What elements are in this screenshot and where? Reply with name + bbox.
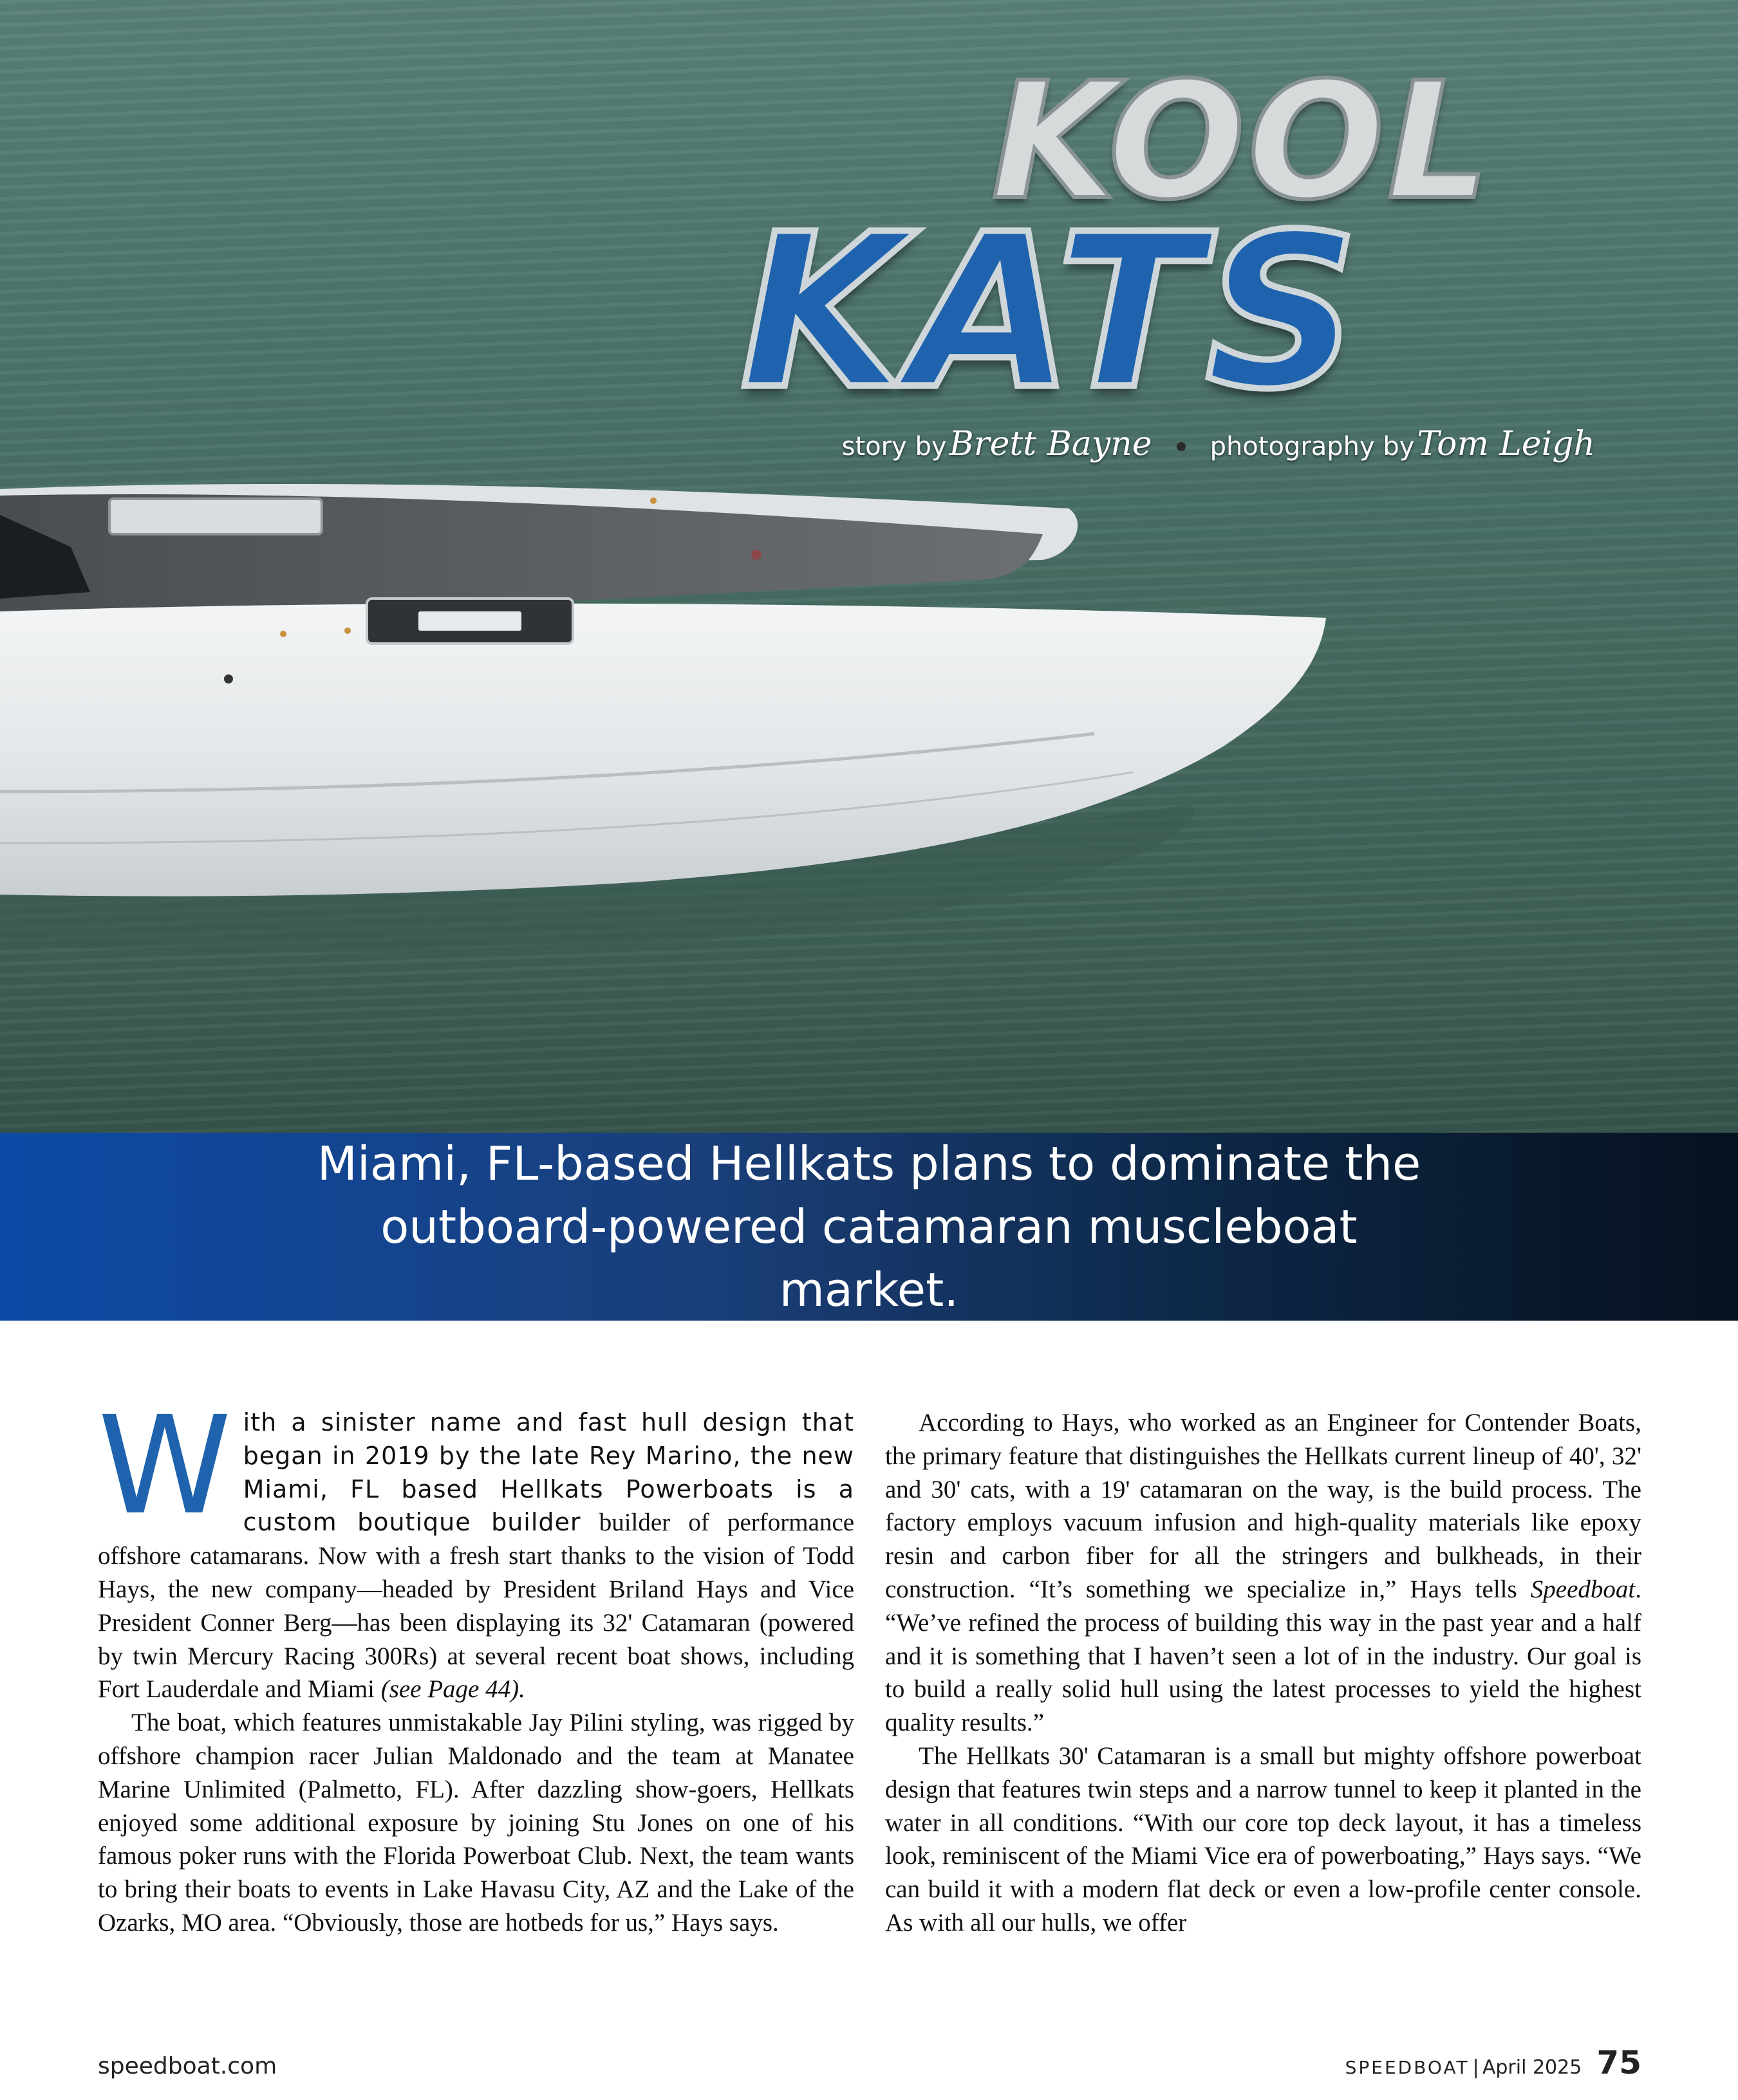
footer-website: speedboat.com xyxy=(98,2053,277,2079)
footer-separator: | xyxy=(1472,2056,1479,2079)
footer-publication: SPEEDBOAT xyxy=(1345,2057,1470,2078)
paragraph-2: The boat, which features unmistakable Jay Pilini styling, was rigged by offshore champion racer Julian Maldonado and the team at Manatee Marine Unlimited (Palmetto, FL). After dazzling show-goers, Hellkats enjoyed some additional exposure by joining Stu Jones on one of his famous poker runs with the Florida Powerboat Club. Next, the team wants to bring their boats to events in Lake Havasu City, AZ and the Lake of the Ozarks, MO area. “Obviously, those are hotbeds for us,” Hays says. xyxy=(98,1709,854,1937)
publication-name: Speedboat xyxy=(1530,1575,1636,1603)
paragraph-3 xyxy=(885,1406,1641,1740)
drop-cap: W xyxy=(98,1387,232,1545)
story-author: Brett Bayne xyxy=(949,425,1152,463)
paragraph-3-text-b: . “We’ve refined the process of building this way in the past year and a half and it is something that I haven’t seen a lot of in the industry. Our goal is to build a really solid hull using the latest processes to yield the highest quality results.” xyxy=(885,1575,1641,1737)
story-label: story by xyxy=(841,432,947,461)
photographer: Tom Leigh xyxy=(1417,425,1595,463)
photo-label: photography by xyxy=(1210,432,1415,461)
article-column-left xyxy=(98,1387,854,1940)
page-number: 75 xyxy=(1596,2044,1641,2081)
paragraph-4: The Hellkats 30' Catamaran is a small but mighty offshore powerboat design that features twin steps and a narrow tunnel to keep it planted in the water in all conditions. “With our core top deck layout, it has a timeless look, reminiscent of the Miami Vice era of powerboating,” Hays says. “We can build it with a modern flat deck or even a low-profile center console. As with all our hulls, we offer xyxy=(885,1742,1641,1937)
paragraph-1 xyxy=(98,1387,854,1706)
footer-folio xyxy=(1345,2044,1641,2081)
headline-kats: KATS xyxy=(740,189,1363,436)
deck-banner xyxy=(0,1133,1738,1321)
article-column-right xyxy=(885,1406,1641,1940)
page-reference: (see Page 44). xyxy=(380,1675,525,1704)
byline xyxy=(842,425,1595,463)
paragraph-3-text-a: According to Hays, who worked as an Engineer for Contender Boats, the primary feature that distinguishes the Hellkats current lineup of 40', 32' and 30' cats, with a 19' catamaran on the way, is the build process. The factory employs vacuum infusion and high-quality materials like epoxy resin and carbon fiber for all the stringers and bulkheads, in their construction. “It’s something we specialize in,” Hays tells xyxy=(885,1409,1641,1603)
lead-in: ith a sinister name and fast hull design that began in 2019 by the late Rey Marino, the new Miami, FL based Hellkats Powerboats is a custom boutique builder xyxy=(243,1408,854,1537)
bullet-separator xyxy=(1177,442,1186,451)
paragraph-1-text: builder of performance offshore catamarans. Now with a fresh start thanks to the vision of Todd Hays, the new company—headed by President Briland Hays and Vice President Conner Berg—has been displaying its 32' Catamaran (powered by twin Mercury Racing 300Rs) at several recent boat shows, including Fort Lauderdale and Miami xyxy=(98,1509,854,1704)
deck-text: Miami, FL-based Hellkats plans to dominate the outboard-powered catamaran muscleboat market. xyxy=(317,1137,1421,1317)
headline-kool: KOOL xyxy=(991,48,1493,235)
footer-issue: April 2025 xyxy=(1482,2056,1582,2079)
